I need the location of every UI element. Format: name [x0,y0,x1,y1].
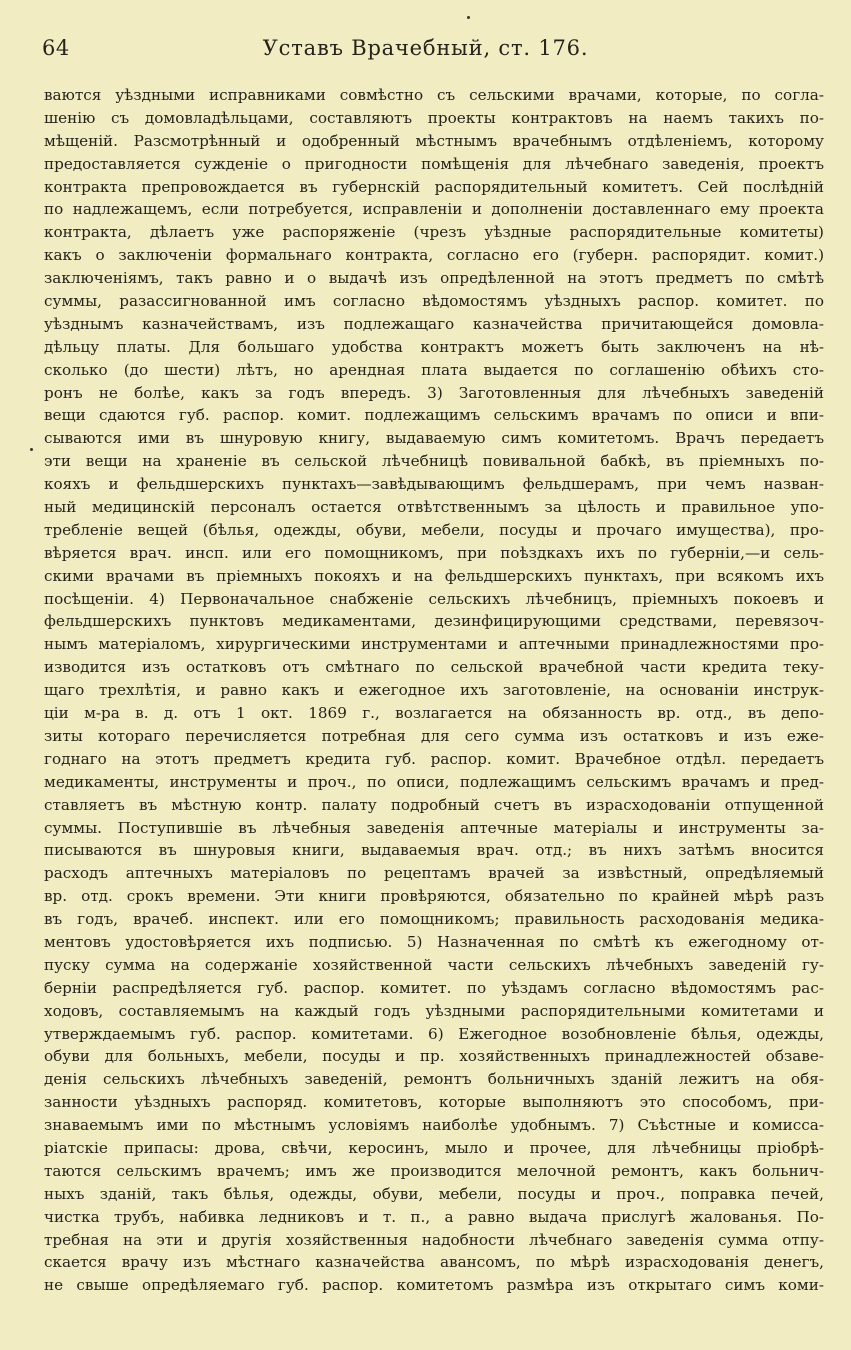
text-line: требленіе вещей (бѣлья, одежды, обуви, мебели, посуды и прочаго имущества), про- [44,520,824,539]
print-speck [30,448,33,451]
text-line: заключеніямъ, такъ равно и о выдачѣ изъ опредѣленной на этотъ предметъ по смѣтѣ [44,269,824,288]
text-line: пуску сумма на содержаніе хозяйственной части сельскихъ лѣчебныхъ заведеній гу- [44,955,824,974]
text-line: ныхъ зданій, такъ бѣлья, одежды, обуви, мебели, посуды и проч., поправка печей, [44,1184,824,1203]
text-line: сколько (до шести) лѣтъ, но арендная плата выдается по соглашенію обѣихъ сто- [44,360,824,379]
text-line: контракта, дѣлаетъ уже распоряженіе (чрезъ уѣздные распорядительные комитеты) [44,223,824,242]
text-line: кояхъ и фельдшерскихъ пунктахъ—завѣдывающимъ фельдшерамъ, при чемъ назван- [44,475,824,494]
body-text [44,84,824,1297]
text-line: предоставляется сужденіе о пригодности помѣщенія для лѣчебнаго заведенія, проектъ [44,154,824,173]
text-line: обуви для больныхъ, мебели, посуды и пр. хозяйственныхъ принадлежностей обзаве- [44,1047,824,1066]
text-line: вещи сдаются губ. распор. комит. подлежащимъ сельскимъ врачамъ по описи и впи- [44,406,824,425]
text-line: ставляетъ въ мѣстную контр. палату подробный счетъ въ израсходованіи отпущенной [44,795,824,814]
page-header [42,36,809,68]
text-line: шенію съ домовладѣльцами, составляютъ проекты контрактовъ на наемъ такихъ по- [44,108,824,127]
text-line: денія сельскихъ лѣчебныхъ заведеній, ремонтъ больничныхъ зданій лежитъ на обя- [44,1070,824,1089]
text-line: въ годъ, врачеб. инспект. или его помощникомъ; правильность расходованія медика- [44,910,824,929]
text-line: уѣзднымъ казначействамъ, изъ подлежащаго казначейства причитающейся домовла- [44,314,824,333]
text-line: контракта препровождается въ губернскій распорядительный комитетъ. Сей послѣдній [44,177,824,196]
text-line: расходъ аптечныхъ матеріаловъ по рецептамъ врачей за извѣстный, опредѣляемый [44,864,824,883]
text-line: скими врачами въ пріемныхъ покояхъ и на фельдшерскихъ пунктахъ, при всякомъ ихъ [44,566,824,585]
text-line: суммы. Поступившіе въ лѣчебныя заведенія аптечные матеріалы и инструменты за- [44,818,824,837]
text-line: суммы, разассигнованной имъ согласно вѣдомостямъ уѣздныхъ распор. комитет. по [44,292,824,311]
text-line: ментовъ удостовѣряется ихъ подписью. 5) Назначенная по смѣтѣ къ ежегодному от- [44,932,824,951]
text-line: занности уѣздныхъ распоряд. комитетовъ, которые выполняютъ это способомъ, при- [44,1093,824,1112]
text-line: медикаменты, инструменты и проч., по описи, подлежащимъ сельскимъ врачамъ и пред- [44,772,824,791]
text-line: какъ о заключеніи формальнаго контракта, согласно его (губерн. распорядит. комит.) [44,246,824,265]
text-line: вр. отд. срокъ времени. Эти книги провѣряются, обязательно по крайней мѣрѣ разъ [44,887,824,906]
text-line: таются сельскимъ врачемъ; имъ же производится мелочной ремонтъ, какъ больнич- [44,1161,824,1180]
text-line: ный медицинскій персоналъ остается отвѣтственнымъ за цѣлость и правильное упо- [44,498,824,517]
text-line: требная на эти и другія хозяйственныя надобности лѣчебнаго заведенія сумма отпу- [44,1230,824,1249]
text-line: нымъ матеріаломъ, хирургическими инструментами и аптечными принадлежностями про- [44,635,824,654]
text-line: не свыше опредѣляемаго губ. распор. комитетомъ размѣра изъ открытаго симъ коми- [44,1276,824,1295]
text-line: щаго трехлѣтія, и равно какъ и ежегодное ихъ заготовленіе, на основаніи инструк- [44,681,824,700]
running-title: Уставъ Врачебный, ст. 176. [262,36,589,60]
text-line: вѣряется врач. инсп. или его помощникомъ, при поѣздкахъ ихъ по губерніи,—и сель- [44,543,824,562]
text-line: чистка трубъ, набивка ледниковъ и т. п., а равно выдача прислугѣ жалованья. По- [44,1207,824,1226]
text-line: изводится изъ остатковъ отъ смѣтнаго по сельской врачебной части кредита теку- [44,658,824,677]
text-line: знаваемымъ ими по мѣстнымъ условіямъ наиболѣе удобнымъ. 7) Съѣстные и комисса- [44,1116,824,1135]
text-line: ціи м-ра в. д. отъ 1 окт. 1869 г., возлагается на обязанность вр. отд., въ депо- [44,704,824,723]
text-line: ваются уѣздными исправниками совмѣстно съ сельскими врачами, которые, по согла- [44,86,824,104]
text-line: сываются ими въ шнуровую книгу, выдаваемую симъ комитетомъ. Врачъ передаетъ [44,429,824,448]
text-line: по надлежащемъ, если потребуется, исправленіи и дополненіи доставленнаго ему проекта [44,200,824,219]
text-line: зиты котораго перечисляется потребная для сего сумма изъ остатковъ и изъ еже- [44,726,824,745]
text-line: скается врачу изъ мѣстнаго казначейства авансомъ, по мѣрѣ израсходованія денегъ, [44,1253,824,1272]
text-line: годнаго на этотъ предметъ кредита губ. распор. комит. Врачебное отдѣл. передаетъ [44,749,824,768]
page-number: 64 [42,36,70,60]
text-line: дѣльцу платы. Для большаго удобства контрактъ можетъ быть заключенъ на нѣ- [44,337,824,356]
text-line: утверждаемымъ губ. распор. комитетами. 6) Ежегодное возобновленіе бѣлья, одежды, [44,1024,824,1043]
text-line: посѣщеніи. 4) Первоначальное снабженіе сельскихъ лѣчебницъ, пріемныхъ покоевъ и [44,589,824,608]
text-line: эти вещи на храненіе въ сельской лѣчебницѣ повивальной бабкѣ, въ пріемныхъ по- [44,452,824,471]
text-line: ходовъ, составляемымъ на каждый годъ уѣздными распорядительными комитетами и [44,1001,824,1020]
text-line: фельдшерскихъ пунктовъ медикаментами, дезинфицирующими средствами, перевязоч- [44,612,824,631]
text-line: ронъ не болѣе, какъ за годъ впередъ. 3) Заготовленныя для лѣчебныхъ заведеній [44,383,824,402]
text-line: мѣщеній. Разсмотрѣнный и одобренный мѣстнымъ врачебнымъ отдѣленіемъ, которому [44,131,824,150]
print-speck [467,16,470,19]
text-line: писываются въ шнуровыя книги, выдаваемыя врач. отд.; въ нихъ затѣмъ вносится [44,841,824,860]
text-line: ріатскіе припасы: дрова, свѣчи, керосинъ, мыло и прочее, для лѣчебницы пріобрѣ- [44,1138,824,1157]
text-line: берніи распредѣляется губ. распор. комитет. по уѣздамъ согласно вѣдомостямъ рас- [44,978,824,997]
